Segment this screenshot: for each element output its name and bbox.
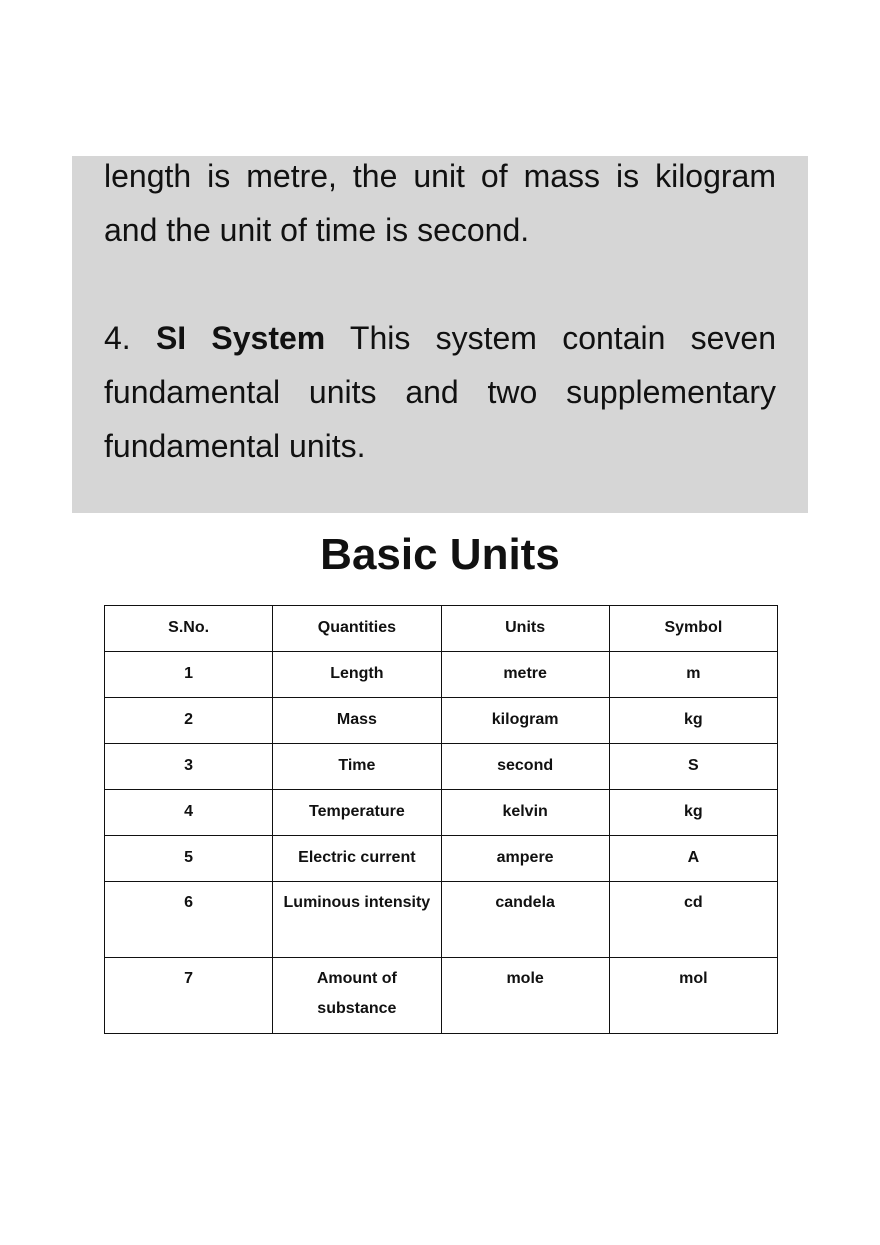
table-row — [105, 790, 778, 836]
cell-unit: candela — [441, 882, 609, 958]
paragraph-units-intro: length is metre, the unit of mass is kilogram and the unit of time is second. — [104, 158, 776, 248]
header-sno: S.No. — [105, 606, 273, 652]
cell-symbol: kg — [609, 790, 777, 836]
cell-symbol: S — [609, 744, 777, 790]
cell-symbol: mol — [609, 958, 777, 1034]
table-header-row — [105, 606, 778, 652]
cell-symbol: m — [609, 652, 777, 698]
cell-quantity: Mass — [273, 698, 441, 744]
cell-quantity: Time — [273, 744, 441, 790]
header-symbol: Symbol — [609, 606, 777, 652]
cell-quantity: Length — [273, 652, 441, 698]
cell-quantity: Amount of substance — [273, 958, 441, 1034]
table-row — [105, 744, 778, 790]
paragraph-si-system — [104, 311, 776, 473]
list-number: 4. — [104, 320, 131, 356]
cell-quantity: Luminous intensity — [273, 882, 441, 958]
table-row — [105, 698, 778, 744]
si-system-description: This system contain seven fundamental units and two supplementary fundamental units. — [104, 320, 777, 464]
cell-sno: 4 — [105, 790, 273, 836]
cell-unit: ampere — [441, 836, 609, 882]
table-row — [105, 958, 778, 1034]
cell-unit: kilogram — [441, 698, 609, 744]
cell-sno: 5 — [105, 836, 273, 882]
table-row — [105, 882, 778, 958]
cell-quantity: Temperature — [273, 790, 441, 836]
cell-symbol: kg — [609, 698, 777, 744]
cell-sno: 2 — [105, 698, 273, 744]
table-row — [105, 836, 778, 882]
table-row — [105, 652, 778, 698]
header-quantities: Quantities — [273, 606, 441, 652]
cell-quantity: Electric current — [273, 836, 441, 882]
header-units: Units — [441, 606, 609, 652]
cell-sno: 7 — [105, 958, 273, 1034]
cell-unit: second — [441, 744, 609, 790]
basic-units-table — [104, 605, 778, 1034]
page-title: Basic Units — [320, 530, 560, 579]
si-system-term: SI System — [155, 320, 326, 356]
cell-unit: mole — [441, 958, 609, 1034]
cell-sno: 1 — [105, 652, 273, 698]
cell-unit: kelvin — [441, 790, 609, 836]
cell-sno: 6 — [105, 882, 273, 958]
cell-unit: metre — [441, 652, 609, 698]
cell-symbol: cd — [609, 882, 777, 958]
cell-symbol: A — [609, 836, 777, 882]
cell-sno: 3 — [105, 744, 273, 790]
